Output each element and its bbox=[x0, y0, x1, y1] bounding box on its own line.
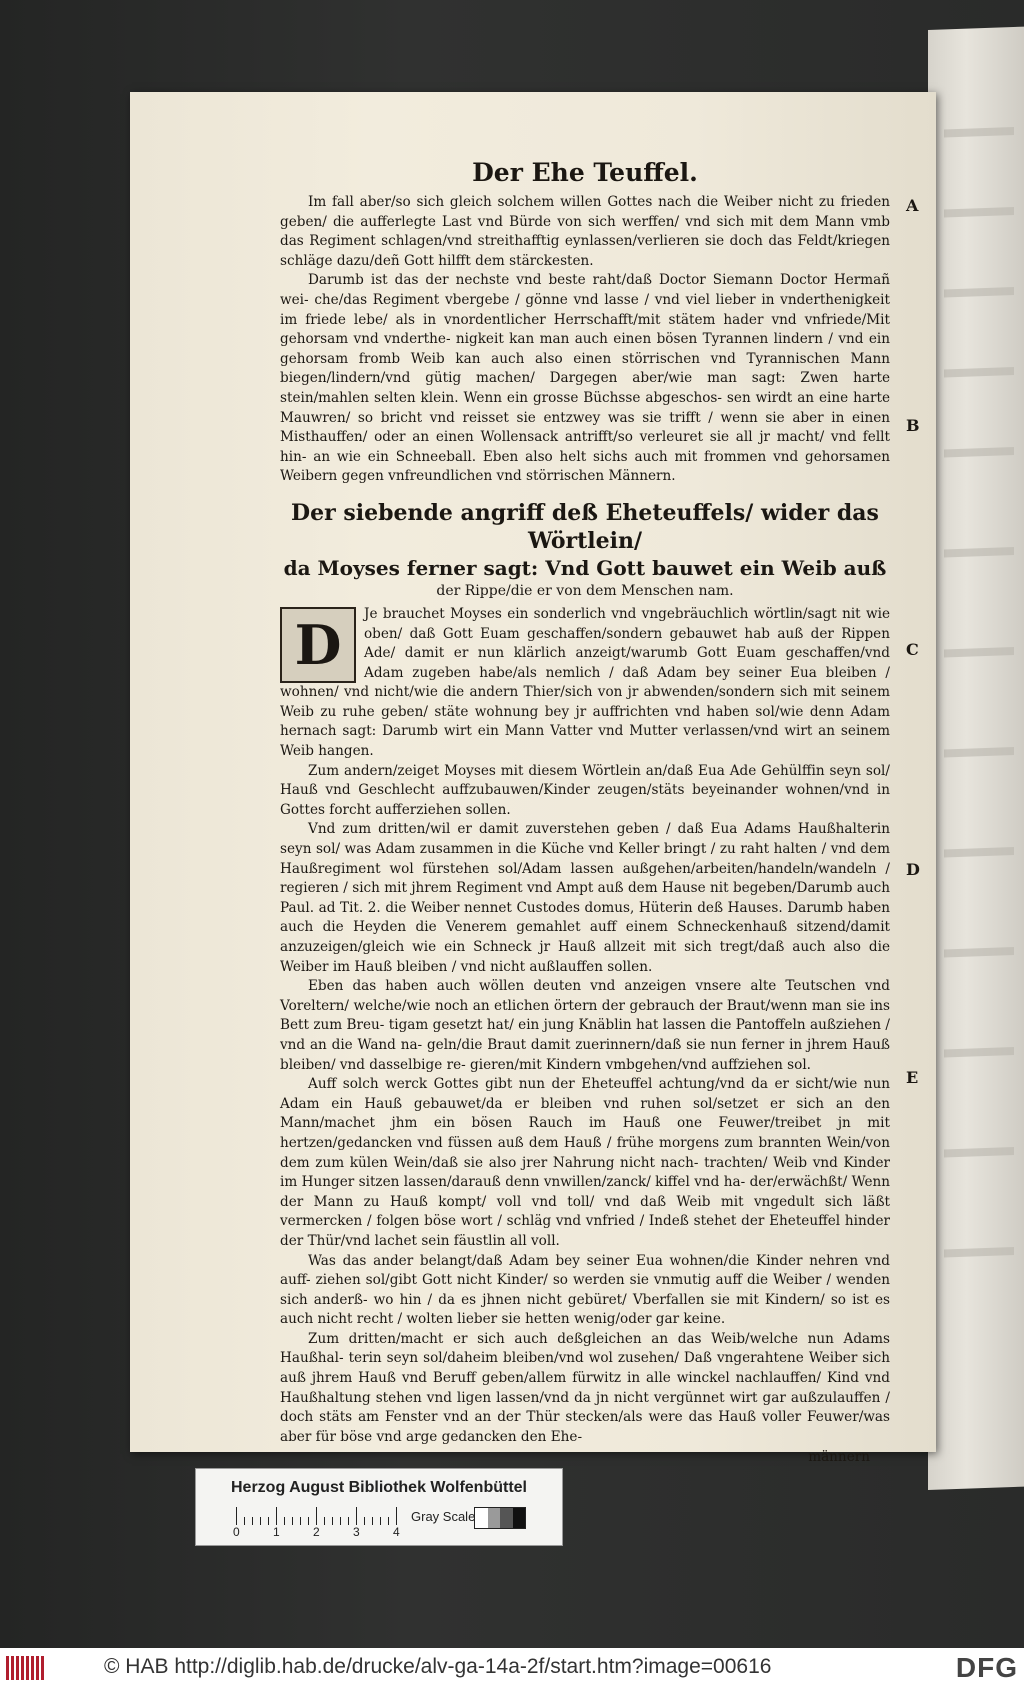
gray-swatch bbox=[475, 1508, 488, 1528]
chapter-heading bbox=[280, 499, 890, 601]
copyright-url[interactable]: © HAB http://diglib.hab.de/drucke/alv-ga-14a-2f/start.htm?image=00616 bbox=[104, 1655, 772, 1678]
margin-letter-c: C bbox=[906, 640, 919, 659]
gray-swatch bbox=[488, 1508, 501, 1528]
heading-line-2: da Moyses ferner sagt: Vnd Gott bauwet ein Weib auß bbox=[283, 555, 887, 580]
gray-swatch bbox=[500, 1508, 513, 1528]
paragraph: Vnd zum dritten/wil er damit zuverstehen geben / daß Eua Adams Haußhalterin seyn sol/ was Adam zusammen in die Küche vnd Keller bringt / zu raht halten / vnd dem Haußregiment wol fürstehen sol/Adam lassen außgehen/arbeiten/handeln/wandeln / regieren / sich mit jhrem Regiment vnd Ampt auß dem Hause nit begeben/Darumb auch Paul. ad Tit. 2. die Weiber nennet Custodes domus, Hüterin deß Hauses. Darumb haben auch die Heyden die Venerem gemahlet auff einem Schneckenhauß sitzend/damit anzuzeigen/gleich wie ein Schneck jr Hauß allzeit mit sich tregt/daß auch also die Weiber im Hauß bleiben / vnd nicht außlauffen sollen. bbox=[280, 821, 890, 975]
text-block bbox=[280, 158, 890, 1465]
ruler-number: 2 bbox=[313, 1525, 320, 1539]
margin-letter-e: E bbox=[906, 1068, 919, 1087]
paragraph: Auff solch werck Gottes gibt nun der Eheteuffel achtung/vnd da er sicht/wie nun Adam ein Hauß gebauwet/da er bleiben vnd ruhen sol/setzet er sich an den Mann/machet jhm ein bösen Rauch im Hauß one Feuwer/treibet jn mit hertzen/gedancken vnd füssen auß dem Hauß / frühe morgens zum brannten Wein/von dem zum külen Wein/daß sie also jrer Nahrung nicht nach- trachten/ Weib vnd Kinder im Hunger sitzen lassen/darauß denn vnwillen/zanck/ kiffel vnd ha- der/erwächßt/ Wenn der Mann zu Hauß kompt/ voll vnd toll/ vnd daß Weib mit vngedult sich läßt vermercken / folgen böse wort / schläg vnd vnfried / Indeß stehet der Eheteuffel hinder der Thür/vnd lachet sein fäustlin all voll. bbox=[280, 1076, 890, 1249]
decorated-initial: D bbox=[280, 607, 356, 683]
ruler-number: 0 bbox=[233, 1525, 240, 1539]
catchword: männern bbox=[808, 1449, 870, 1466]
paragraph: Darumb ist das der nechste vnd beste raht/daß Doctor Siemann Doctor Hermañ wei- che/das Regiment vbergebe / gönne vnd lasse / vnd viel lieber in vnderthenigkeit im friede lebe/ als in vnordentlicher Herrschafft/mit stätem hader vnd vnfriede/Mit gehorsam vnd vnderthe- nigkeit kan man auch einen bösen Tyrannen lindern / vnd ein gehorsam fromb Weib kan auch also einen störrischen vnd Tyrannischen Mann biegen/lindern/vnd gütig machen/ Dargegen aber/wie man sagt: Zwen harte stein/mahlen selten klein. Wenn ein grosse Büchsse abgeschos- sen wirdt an eine harte Mauwren/ so bricht vnd reisset sie entzwey was sie trifft / wenn sie aber in einen Misthauffen/ oder an einen Wollensack antrifft/so verleuret sie all jr macht/ vnd fellt hin- an wie ein Schneeball. Eben also helt sichs auch mit frommen vnd gehorsamen Weibern gegen vnfreundlichen vnd störrischen Männern. bbox=[280, 272, 890, 485]
gray-scale-swatches bbox=[474, 1507, 526, 1529]
initial-paragraph bbox=[280, 605, 890, 762]
library-label-card bbox=[195, 1468, 563, 1546]
next-page-edge bbox=[928, 27, 1024, 1490]
book-page bbox=[130, 92, 936, 1466]
gray-scale-label: Gray Scale bbox=[411, 1509, 476, 1524]
margin-letter-b: B bbox=[906, 416, 920, 435]
ruler-number: 3 bbox=[353, 1525, 360, 1539]
hab-logo-icon bbox=[6, 1656, 46, 1680]
heading-line-1: Der siebende angriff deß Eheteuffels/ wider das Wörtlein/ bbox=[291, 499, 879, 554]
paragraph: Je brauchet Moyses ein sonderlich vnd vngebräuchlich wörtlin/sagt nit wie oben/ daß Gott Euam geschaffen/sondern gebauwet hab auß der Rippen Ade/ damit er nun klärlich anzeigt/warumb Gott Euam geschaffen/vnd Adam zugeben habe/als nemlich / daß Adam bey seiner Eua bleiben / wohnen/ vnd nicht/wie die andern Thier/sich von jr abwenden/sondern sich mit seinem Weib zu ruhe geben/ stäte wohnung bey jr auffrichten vnd haben sol/wie denn Adam hernach sagt: Darumb wirt ein Mann Vatter vnd Mutter verlassen/vnd wirt an seinem Weib hangen. bbox=[280, 605, 890, 760]
margin-letter-d: D bbox=[906, 860, 920, 879]
ruler-number: 4 bbox=[393, 1525, 400, 1539]
heading-line-3: der Rippe/die er von dem Menschen nam. bbox=[436, 582, 734, 599]
margin-letter-a: A bbox=[906, 196, 919, 215]
paragraph: Im fall aber/so sich gleich solchem willen Gottes nach die Weiber nicht zu frieden geben/ die aufferlegte Last vnd Bürde von sich werffen/ vnd sich mit dem Mann vmb das Regiment schlagen/vnd streithafftig eynlassen/verlieren sie doch das Feldt/kriegen schläge dazu/deñ Gott hilfft dem stärckesten. bbox=[280, 194, 890, 269]
paragraph: Zum dritten/macht er sich auch deßgleichen an das Weib/welche nun Adams Haußhal- terin seyn sol/daheim bleiben/vnd wol zusehen/ Daß vngerahtene Weiber sich auß jhrem Hauß vnd Beruff geben/allem fürwitz in alle winckel nachlauffen/ Kind vnd Haußhaltung stehen vnd ligen lassen/vnd da jn nicht vergünnet wirt gar außzulauffen / doch stäts am Fenster vnd an der Thür stecken/als were das Hauß voller Feuwer/was aber für böse vnd arge gedancken den Ehe- bbox=[280, 1330, 890, 1445]
dfg-logo: DFG bbox=[955, 1652, 1018, 1683]
footer-bar bbox=[0, 1648, 1024, 1686]
paragraph: Eben das haben auch wöllen deuten vnd anzeigen vnsere alte Teutschen vnd Voreltern/ welche/wie noch an etlichen örtern der gebrauch der Braut/wenn man sie ins Bett zum Breu- tigam gesetzt hat/ ein jung Knäblin hat lassen die Pantoffeln außziehen / vnd an die Wand na- geln/die Braut damit zuerinnern/daß sie nun ferner in jhrem Hauß bleiben/ vnd dasselbige re- gieren/mit Kindern vmbgehen/vnd auffziehen sol. bbox=[280, 978, 890, 1073]
paragraph: Zum andern/zeiget Moyses mit diesem Wörtlein an/daß Eua Ade Gehülffin seyn sol/ Hauß vnd Geschlecht auffzubauwen/Kinder zeugen/stäts beyeinander wohnen/vnd in Gottes forcht aufferziehen sollen. bbox=[280, 762, 890, 818]
ruler-numbers bbox=[233, 1525, 426, 1539]
gray-swatch bbox=[513, 1508, 526, 1528]
ruler bbox=[236, 1507, 396, 1525]
running-title: Der Ehe Teuffel. bbox=[472, 158, 698, 187]
paragraph: Was das ander belangt/daß Adam bey seiner Eua wohnen/die Kinder nehren vnd auff- ziehen sol/gibt Gott nicht Kinder/ so werden sie vnmutig auff die Weiber / wenden sich anderß- wo hin / da es jhnen nicht gebüret/ Vberfallen sie mit Kindern/ so ist es auch nicht recht / wolten lieber sie hetten wenig/oder gar keine. bbox=[280, 1252, 890, 1328]
library-name: Herzog August Bibliothek Wolfenbüttel bbox=[231, 1479, 527, 1496]
ruler-number: 1 bbox=[273, 1525, 280, 1539]
